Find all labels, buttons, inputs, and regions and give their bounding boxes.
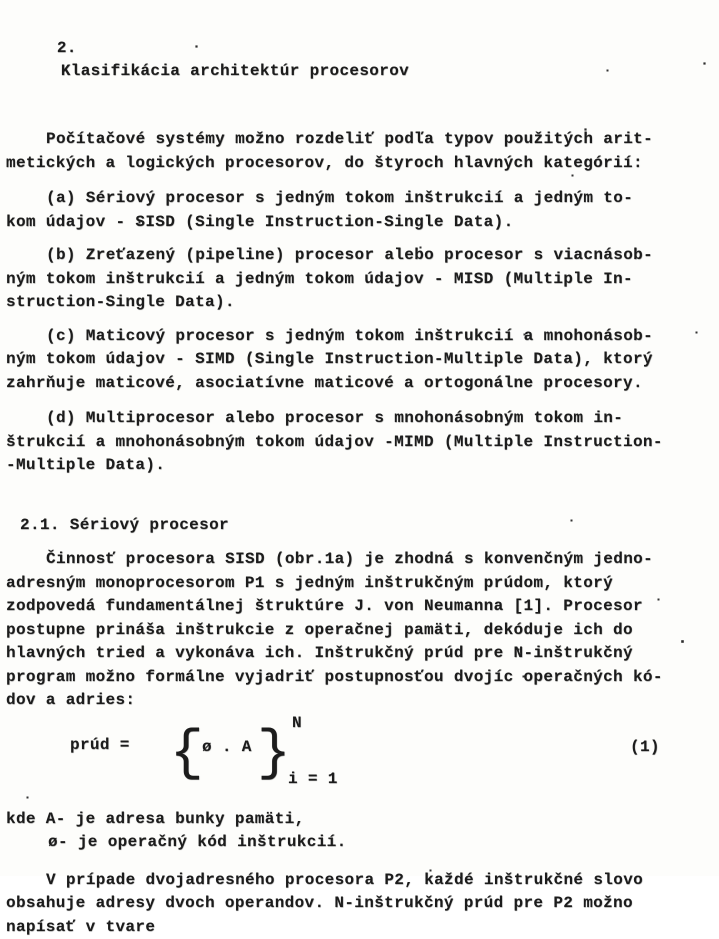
list-item-d [6,407,711,478]
section-2-heading [6,13,711,107]
paragraph-line: (a) Sériový procesor s jedným tokom inštrukcií a jedným to- [6,187,711,211]
paragraph-line: V prípade dvojadresného procesora P2, každé inštrukčné slovo [6,869,711,893]
paragraph-line: (c) Maticový procesor s jedným tokom inštrukcií a mnohonásob- [6,325,711,349]
equation-1 [6,716,711,790]
formula-subscript: i = 1 [288,768,338,792]
paragraph-line: postupne prináša inštrukcie z operačnej pamäti, dekóduje ich do [6,619,711,643]
paragraph-line: zodpovedá fundamentálnej štruktúre J. von Neumanna [1]. Procesor [6,595,711,619]
paragraph-line: metických a logických procesorov, do štyroch hlavných kategórií: [6,152,711,176]
where-definitions [6,808,711,855]
paragraph-line: dov a adries: [6,689,711,713]
paragraph-line: obsahuje adresy dvoch operandov. N-inštrukčný prúd pre P2 možno [6,892,711,916]
definition-line: kde A- je adresa bunky pamäti, [6,808,711,832]
list-item-a [6,187,711,234]
paragraph-line: program možno formálne vyjadriť postupnosťou dvojíc operačných kó- [6,666,711,690]
paragraph-line: (d) Multiprocesor alebo procesor s mnohonásobným tokom in- [6,407,711,431]
formula-lhs: prúd = [70,734,130,758]
paragraph-line: ným tokom inštrukcií a jedným tokom údajov - MISD (Multiple In- [6,268,711,292]
body-paragraph [6,548,711,713]
paragraph-line: struction-Single Data). [6,291,711,315]
heading-number: 2. [57,39,77,57]
list-item-b [6,244,711,315]
heading-title: Klasifikácia architektúr procesorov [61,62,409,80]
intro-paragraph [6,128,711,175]
scan-noise-specks [0,0,1,1]
paragraph-line: Počítačové systémy možno rozdeliť podľa typov použitých arit- [6,128,711,152]
formula-brace-left: { [170,717,204,789]
formula-body: ø . A [202,736,252,760]
equation-number: (1) [630,736,660,760]
paragraph-line: hlavných tried a vykonáva ich. Inštrukčný prúd pre N-inštrukčný [6,642,711,666]
paragraph-line: (b) Zreťazený (pipeline) procesor alebo procesor s viacnásob- [6,244,711,268]
formula-brace-right: } [257,717,291,789]
paragraph-line: Činnosť procesora SISD (obr.1a) je zhodná s konvenčným jedno- [6,548,711,572]
paragraph-line: zahrňuje maticové, asociatívne maticové a ortogonálne procesory. [6,372,711,396]
paragraph-line: napísať v tvare [6,916,711,939]
paragraph-line: adresným monoprocesorom P1 s jedným inštrukčným prúdom, ktorý [6,572,711,596]
paragraph-line: štrukcií a mnohonásobným tokom údajov -MIMD (Multiple Instruction- [6,431,711,455]
formula-superscript: N [292,712,302,736]
paragraph-line: kom údajov - SISD (Single Instruction-Single Data). [6,211,711,235]
paragraph-line: -Multiple Data). [6,454,711,478]
closing-paragraph [6,869,711,939]
definition-line: ø- je operačný kód inštrukcií. [6,831,711,855]
paragraph-line: ným tokom údajov - SIMD (Single Instruction-Multiple Data), ktorý [6,348,711,372]
list-item-c [6,325,711,396]
section-2-1-heading: 2.1. Sériový procesor [20,514,711,538]
